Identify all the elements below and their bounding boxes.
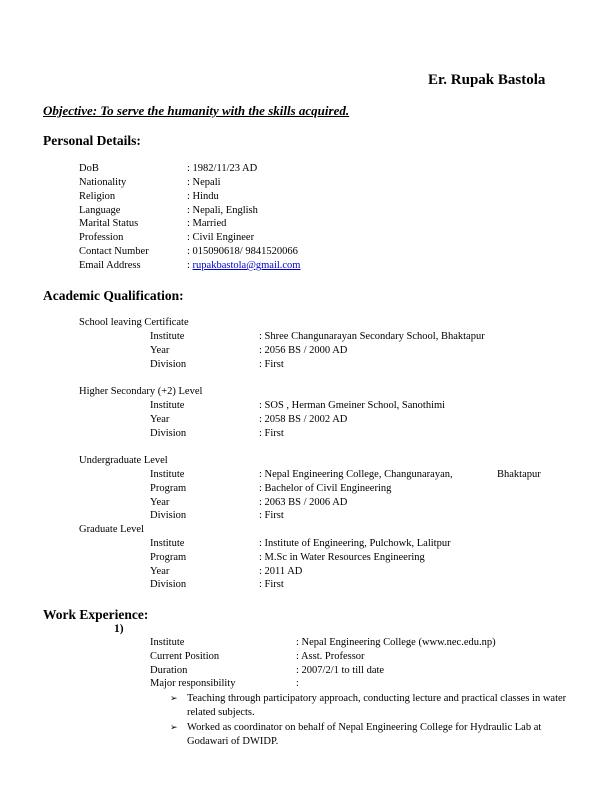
row-label: Major responsibility [150, 678, 236, 689]
row-label: Division [150, 428, 187, 439]
personal-row-email [79, 260, 300, 271]
work-experience-heading: Work Experience: [43, 607, 149, 622]
grad-row-program [150, 552, 425, 563]
row-value: : Nepali [187, 177, 221, 188]
row-label: Institute [150, 331, 185, 342]
objective-statement: Objective: To serve the humanity with the skills acquired. [43, 103, 350, 118]
row-value: : Nepal Engineering College, Changunarayan, [259, 469, 453, 480]
row-value: : Asst. Professor [296, 651, 365, 662]
grad-row-year [150, 566, 302, 577]
row-label: Year [150, 566, 170, 577]
personal-row-dob [79, 163, 257, 174]
row-value: : 2058 BS / 2002 AD [259, 414, 348, 425]
row-value: : SOS , Herman Gmeiner School, Sanothimi [259, 400, 446, 411]
candidate-name: Er. Rupak Bastola [428, 72, 546, 88]
row-value: : 1982/11/23 AD [187, 163, 258, 174]
row-value: : 2063 BS / 2006 AD [259, 497, 348, 508]
row-value: : Married [187, 218, 227, 229]
row-value: : First [259, 428, 284, 439]
personal-row-profession [79, 232, 254, 243]
row-label: Email Address [79, 260, 141, 271]
row-value: : Civil Engineer [187, 232, 255, 243]
row-value: : 2011 AD [259, 566, 303, 577]
row-label: Institute [150, 400, 185, 411]
row-label: Profession [79, 232, 124, 243]
row-label: Division [150, 579, 187, 590]
email-link[interactable]: rupakbastola@gmail.com [192, 260, 301, 271]
row-label: Marital Status [79, 218, 139, 229]
slc-row-institute [150, 331, 485, 342]
row-value: : 015090618/ 9841520066 [187, 246, 298, 257]
row-label: Nationality [79, 177, 127, 188]
row-value: : 2056 BS / 2000 AD [259, 345, 348, 356]
row-value-prefix: : [187, 260, 193, 271]
ug-row-year [150, 497, 347, 508]
work-row-institute [150, 637, 496, 648]
row-label: DoB [79, 163, 99, 174]
row-label: Program [150, 483, 187, 494]
grad-row-institute [150, 538, 451, 549]
personal-row-contact [79, 246, 298, 257]
arrow-bullet-icon: ➢ [170, 722, 178, 732]
personal-row-language [79, 205, 258, 216]
academic-heading: Academic Qualification: [43, 288, 184, 303]
row-value: : Shree Changunarayan Secondary School, Bhaktapur [259, 331, 485, 342]
responsibility-item: Teaching through participatory approach, conducting lecture and practical classes in water related subjects. [187, 693, 567, 718]
row-label: Division [150, 359, 187, 370]
row-label: Current Position [150, 651, 220, 662]
row-value: : [296, 678, 299, 689]
row-label: Year [150, 414, 170, 425]
row-value: : Hindu [187, 191, 219, 202]
row-label: Program [150, 552, 187, 563]
row-value: : First [259, 579, 284, 590]
row-value: : Bachelor of Civil Engineering [259, 483, 392, 494]
row-label: Duration [150, 665, 188, 676]
row-label: Institute [150, 538, 185, 549]
work-row-duration [150, 665, 384, 676]
slc-row-year [150, 345, 347, 356]
responsibility-item: Worked as coordinator on behalf of Nepal Engineering College for Hydraulic Lab at Godawari of DWIDP. [187, 722, 542, 747]
row-value: : Nepal Engineering College (www.nec.edu.np) [296, 637, 496, 648]
hs-row-institute [150, 400, 445, 411]
hs-row-year [150, 414, 347, 425]
ug-row-institute-location: Bhaktapur [497, 469, 541, 480]
slc-row-division [150, 359, 284, 370]
row-value: : Institute of Engineering, Pulchowk, Lalitpur [259, 538, 451, 549]
row-label: Year [150, 345, 170, 356]
personal-row-nationality [79, 177, 221, 188]
work-row-position [150, 651, 365, 662]
work-row-responsibility [150, 678, 299, 689]
personal-details-heading: Personal Details: [43, 133, 141, 148]
row-value: : First [259, 359, 284, 370]
row-label: Institute [150, 469, 185, 480]
ug-row-institute [150, 469, 453, 480]
row-value: : M.Sc in Water Resources Engineering [259, 552, 425, 563]
personal-row-marital-status [79, 218, 226, 229]
row-value: : First [259, 510, 284, 521]
row-label: Religion [79, 191, 116, 202]
work-item-number: 1) [114, 623, 124, 635]
row-value: : Nepali, English [187, 205, 258, 216]
personal-row-religion [79, 191, 219, 202]
row-label: Year [150, 497, 170, 508]
grad-row-division [150, 579, 284, 590]
row-label: Language [79, 205, 121, 216]
row-label: Contact Number [79, 246, 149, 257]
ug-title: Undergraduate Level [79, 455, 168, 466]
ug-row-division [150, 510, 284, 521]
ug-row-program [150, 483, 391, 494]
arrow-bullet-icon: ➢ [170, 693, 178, 703]
hs-title: Higher Secondary (+2) Level [79, 386, 203, 397]
row-value: : 2007/2/1 to till date [296, 665, 385, 676]
row-label: Division [150, 510, 187, 521]
slc-title: School leaving Certificate [79, 317, 189, 328]
row-label: Institute [150, 637, 185, 648]
grad-title: Graduate Level [79, 524, 145, 535]
hs-row-division [150, 428, 284, 439]
